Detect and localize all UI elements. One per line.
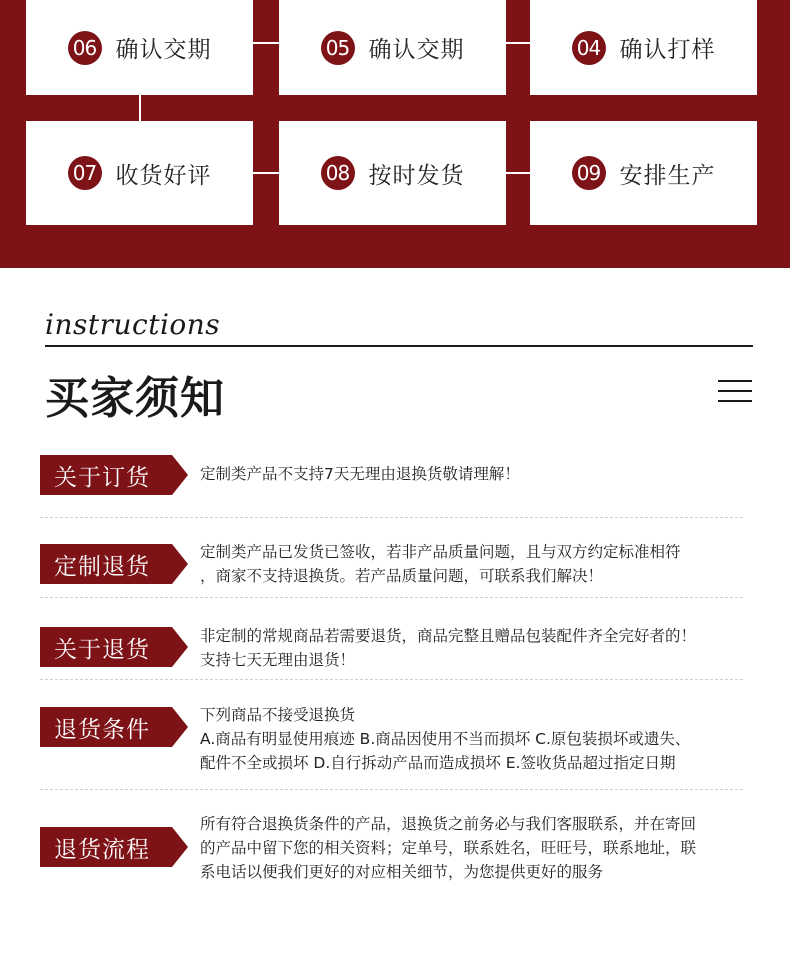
notice-tag-label: 关于订货 (40, 455, 172, 495)
flow-connector (139, 95, 141, 121)
step-number: 04 (572, 31, 606, 65)
notice-line: 的产品中留下您的相关资料；定单号，联系姓名，旺旺号，联系地址，联 (200, 839, 697, 857)
notice-tag (40, 455, 188, 495)
tag-arrow-icon (172, 827, 188, 867)
flow-connector (506, 172, 530, 174)
notice-tag-label: 退货流程 (40, 827, 172, 867)
notice-line: 系电话以便我们更好的对应相关细节，为您提供更好的服务 (200, 863, 604, 881)
notice-tag-label: 退货条件 (40, 707, 172, 747)
script-title: instructions (45, 308, 221, 341)
step-label: 确认交期 (115, 37, 212, 63)
notice-text (200, 812, 760, 884)
tag-arrow-icon (172, 627, 188, 667)
notice-line: 所有符合退换货条件的产品，退换货之前务必与我们客服联系，并在寄回 (200, 815, 697, 833)
notice-text (200, 462, 760, 486)
notice-line: 定制类产品不支持7天无理由退换货敬请理解！ (200, 465, 520, 483)
notice-line: 非定制的常规商品若需要退货，商品完整且赠品包装配件齐全完好者的！ (200, 627, 697, 645)
step-number: 05 (321, 31, 355, 65)
tag-arrow-icon (172, 455, 188, 495)
menu-icon (718, 380, 752, 402)
step-label: 确认交期 (368, 37, 465, 63)
notice-tag-label: 定制退货 (40, 544, 172, 584)
step-number: 09 (572, 156, 606, 190)
notice-line: 支持七天无理由退货！ (200, 651, 356, 669)
notice-line: 定制类产品已发货已签收，若非产品质量问题，且与双方约定标准相符 (200, 543, 681, 561)
tag-arrow-icon (172, 707, 188, 747)
process-step (26, 121, 253, 225)
step-number: 07 (68, 156, 102, 190)
notice-line: ，商家不支持退换货。若产品质量问题，可联系我们解决！ (200, 567, 604, 585)
process-step (530, 121, 757, 225)
step-label: 按时发货 (368, 162, 465, 189)
notice-tag (40, 707, 188, 747)
flow-connector (506, 42, 530, 44)
header-divider (45, 345, 753, 347)
notice-line: A.商品有明显使用痕迹 B.商品因使用不当而损坏 C.原包装损坏或遗失、 (200, 730, 691, 748)
process-step (279, 0, 506, 95)
notice-text (200, 624, 760, 672)
notice-line: 配件不全或损坏 D.自行拆动产品而造成损坏 E.签收货品超过指定日期 (200, 754, 676, 772)
step-label: 安排生产 (619, 162, 716, 189)
notice-tag (40, 827, 188, 867)
step-number: 08 (321, 156, 355, 190)
step-label: 收货好评 (115, 162, 212, 189)
flow-connector (253, 172, 279, 174)
dashed-divider (40, 597, 743, 598)
step-label: 确认打样 (619, 37, 716, 63)
step-number: 06 (68, 31, 102, 65)
tag-arrow-icon (172, 544, 188, 584)
process-step (26, 0, 253, 95)
process-step (279, 121, 506, 225)
notice-tag (40, 544, 188, 584)
notice-tag-label: 关于退货 (40, 627, 172, 667)
notice-tag (40, 627, 188, 667)
dashed-divider (40, 517, 743, 518)
notice-text (200, 540, 760, 588)
notice-text (200, 703, 760, 775)
notice-line: 下列商品不接受退换货 (200, 706, 356, 724)
process-step (530, 0, 757, 95)
dashed-divider (40, 789, 743, 790)
flow-connector (253, 42, 279, 44)
process-flow (0, 0, 790, 268)
dashed-divider (40, 679, 743, 680)
page-title: 买家须知 (45, 373, 225, 424)
